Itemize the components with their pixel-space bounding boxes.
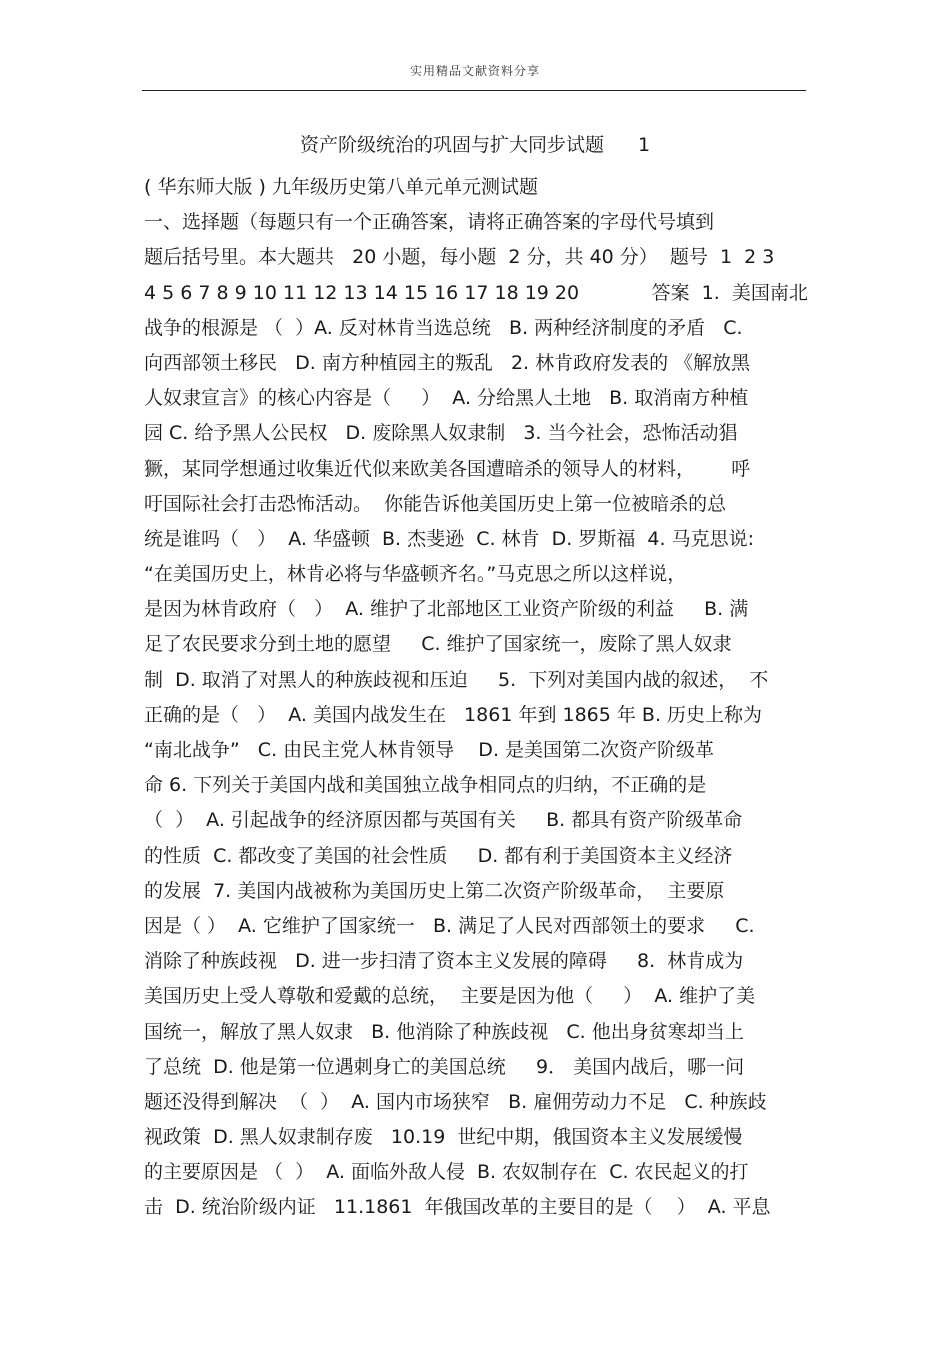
body-line: 消除了种族歧视 D. 进一步扫清了资本主义发展的障碍 8. 林肯成为 — [144, 950, 744, 973]
body-line: ( 华东师大版 ) 九年级历史第八单元单元测试题 — [144, 176, 538, 198]
body-line: 的发展 7. 美国内战被称为美国历史上第二次资产阶级革命， 主要原 — [144, 879, 725, 902]
body-line: 獗，某同学想通过收集近代似来欧美各国遭暗杀的领导人的材料， 呼 — [144, 457, 751, 480]
body-line: 击 D. 统治阶级内证 11.1861 年俄国改革的主要目的是（ ） A. 平息 — [144, 1196, 771, 1219]
body-line: 题后括号里。本大题共 20 小题，每小题 2 分，共 40 分） 题号 1 2 3 — [144, 246, 775, 269]
body-line: 视政策 D. 黑人奴隶制存废 10.19 世纪中期，俄国资本主义发展缓慢 — [144, 1126, 743, 1149]
body-line: “南北战争” C. 由民主党人林肯领导 D. 是美国第二次资产阶级革 — [144, 739, 715, 761]
document-title-number: 1 — [637, 134, 651, 156]
body-line: （ ） A. 引起战争的经济原因都与英国有关 B. 都具有资产阶级革命 — [144, 809, 743, 832]
body-line: 题还没得到解决 （ ） A. 国内市场狭窄 B. 雇佣劳动力不足 C. 种族歧 — [144, 1090, 767, 1113]
body-line: 命 6. 下列关于美国内战和美国独立战争相同点的归纳，不正确的是 — [144, 774, 707, 797]
header-divider — [142, 90, 806, 91]
body-line: 统是谁吗（ ） A. 华盛顿 B. 杰斐逊 C. 林肯 D. 罗斯福 4. 马克思说: — [144, 527, 754, 550]
body-line: 因是（ ） A. 它维护了国家统一 B. 满足了人民对西部领土的要求 C. — [144, 914, 755, 937]
body-line: 吁国际社会打击恐怖活动。 你能告诉他美国历史上第一位被暗杀的总 — [144, 492, 727, 515]
body-line: 园 C. 给予黑人公民权 D. 废除黑人奴隶制 3. 当今社会，恐怖活动猖 — [144, 422, 738, 445]
body-line: 的性质 C. 都改变了美国的社会性质 D. 都有利于美国资本主义经济 — [144, 844, 733, 867]
body-line: 国统一，解放了黑人奴隶 B. 他消除了种族歧视 C. 他出身贫寒却当上 — [144, 1020, 744, 1043]
body-line: 制 D. 取消了对黑人的种族歧视和压迫 5. 下列对美国内战的叙述， 不 — [144, 668, 769, 691]
body-line: 了总统 D. 他是第一位遇刺身亡的美国总统 9． 美国内战后，哪一问 — [144, 1055, 745, 1078]
body-line: 足了农民要求分到土地的愿望 C. 维护了国家统一，废除了黑人奴隶 — [144, 633, 732, 656]
body-line: 向西部领土移民 D. 南方种植园主的叛乱 2. 林肯政府发表的 《解放黑 — [144, 351, 751, 374]
page-header: 实用精品文献资料分享 — [409, 64, 540, 78]
body-line: 美国历史上受人尊敬和爱戴的总统， 主要是因为他（ ） A. 维护了美 — [144, 985, 756, 1008]
body-line: 一、选择题（每题只有一个正确答案，请将正确答案的字母代号填到 — [144, 211, 715, 234]
body-line: 正确的是（ ） A. 美国内战发生在 1861 年到 1865 年 B. 历史上称为 — [144, 703, 763, 726]
document-title-text: 资产阶级统治的巩固与扩大同步试题 — [299, 134, 604, 156]
body-line: 是因为林肯政府（ ） A. 维护了北部地区工业资产阶级的利益 B. 满 — [144, 598, 749, 621]
body-line: 的主要原因是 （ ） A. 面临外敌人侵 B. 农奴制存在 C. 农民起义的打 — [144, 1161, 749, 1184]
body-line: 4 5 6 7 8 9 10 11 12 13 14 15 16 17 18 19 20 答案 1. 美国南北 — [144, 281, 808, 304]
document-body — [144, 170, 808, 1226]
body-line: “在美国历史上，林肯必将与华盛顿齐名。”马克思之所以这样说， — [144, 563, 687, 586]
document-title — [0, 130, 950, 157]
body-line: 战争的根源是 （ ）A. 反对林肯当选总统 B. 两种经济制度的矛盾 C. — [144, 316, 743, 339]
body-line: 人奴隶宣言》的核心内容是（ ） A. 分给黑人土地 B. 取消南方种植 — [144, 387, 749, 410]
